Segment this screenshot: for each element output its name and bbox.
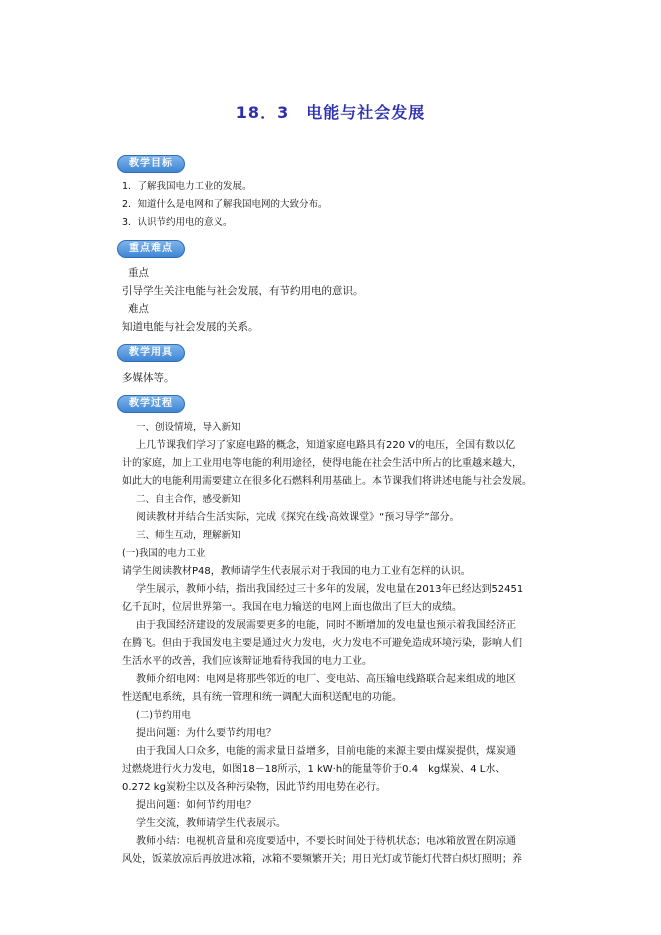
tools-text: 多媒体等。 bbox=[122, 372, 175, 384]
goal-item-3: 3．认识节约用电的意义。 bbox=[122, 217, 233, 228]
process-text: 性送配电系统，具有统一管理和统一调配大面积送配电的功能。 bbox=[122, 692, 402, 703]
process-text: 0.272 kg炭粉尘以及各种污染物，因此节约用电势在必行。 bbox=[122, 782, 386, 793]
process-question: 提出问题：如何节约用电？ bbox=[136, 800, 256, 811]
key-text: 引导学生关注电能与社会发展，有节约用电的意识。 bbox=[122, 285, 364, 297]
process-text: 过燃烧进行火力发电，如图18－18所示，1 kW·h的能量等价于0.4 kg煤炭、4 L水、 bbox=[122, 764, 506, 775]
key-title: 重点 bbox=[128, 267, 149, 279]
process-text: 请学生阅读教材P48，教师请学生代表展示对于我国的电力工业有怎样的认识。 bbox=[122, 566, 471, 577]
process-subheading-1: (一)我国的电力工业 bbox=[122, 548, 206, 559]
process-heading-3: 三、师生互动，理解新知 bbox=[136, 530, 241, 541]
process-text: 生活水平的改善，我们应该辩证地看待我国的电力工业。 bbox=[122, 656, 372, 667]
process-text: 如此大的电能利用需要建立在很多化石燃料利用基础上。本节课我们将讲述电能与社会发展。 bbox=[122, 476, 532, 487]
process-heading-1: 一、创设情境，导入新知 bbox=[136, 422, 241, 433]
difficult-title: 难点 bbox=[128, 303, 149, 315]
process-text: 学生交流，教师请学生代表展示。 bbox=[136, 818, 286, 829]
process-text: 阅读教材并结合生活实际，完成《探究在线·高效课堂》“预习导学”部分。 bbox=[136, 512, 460, 523]
process-text: 教师介绍电网：电网是将那些邻近的电厂、变电站、高压输电线路联合起来组成的地区 bbox=[136, 674, 516, 685]
goal-item-2: 2．知道什么是电网和了解我国电网的大致分布。 bbox=[122, 199, 328, 210]
process-text: 亿千瓦时，位居世界第一。我国在电力输送的电网上面也做出了巨大的成绩。 bbox=[122, 602, 462, 613]
section-badge-process: 教学过程 bbox=[117, 395, 185, 413]
process-text: 由于我国经济建设的发展需要更多的电能，同时不断增加的发电量也预示着我国经济正 bbox=[136, 620, 516, 631]
section-badge-key: 重点难点 bbox=[117, 240, 185, 258]
process-text: 上几节课我们学习了家庭电路的概念，知道家庭电路具有220 V的电压，全国有数以亿 bbox=[136, 440, 516, 451]
difficult-text: 知道电能与社会发展的关系。 bbox=[122, 321, 259, 333]
section-badge-tools: 教学用具 bbox=[117, 344, 185, 362]
process-subheading-2: (二)节约用电 bbox=[136, 710, 191, 721]
section-badge-goals: 教学目标 bbox=[117, 155, 185, 173]
process-text: 教师小结：电视机音量和亮度要适中，不要长时间处于待机状态；电冰箱放置在阴凉通 bbox=[136, 836, 516, 847]
process-text: 计的家庭，加上工业用电等电能的利用途径，使得电能在社会生活中所占的比重越来越大， bbox=[122, 458, 522, 469]
process-question: 提出问题：为什么要节约用电？ bbox=[136, 728, 276, 739]
goal-item-1: 1．了解我国电力工业的发展。 bbox=[122, 181, 252, 192]
process-text: 由于我国人口众多，电能的需求量日益增多，目前电能的来源主要由煤炭提供，煤炭通 bbox=[136, 746, 516, 757]
document-title: 18．3 电能与社会发展 bbox=[235, 103, 426, 122]
process-heading-2: 二、自主合作，感受新知 bbox=[136, 494, 241, 505]
process-text: 风处，饭菜放凉后再放进冰箱，冰箱不要频繁开关；用日光灯或节能灯代替白炽灯照明；养 bbox=[122, 854, 522, 865]
process-text: 在腾飞。但由于我国发电主要是通过火力发电，火力发电不可避免造成环境污染，影响人们 bbox=[122, 638, 522, 649]
process-text: 学生展示，教师小结，指出我国经过三十多年的发展，发电量在2013年已经达到52451 bbox=[136, 584, 524, 595]
